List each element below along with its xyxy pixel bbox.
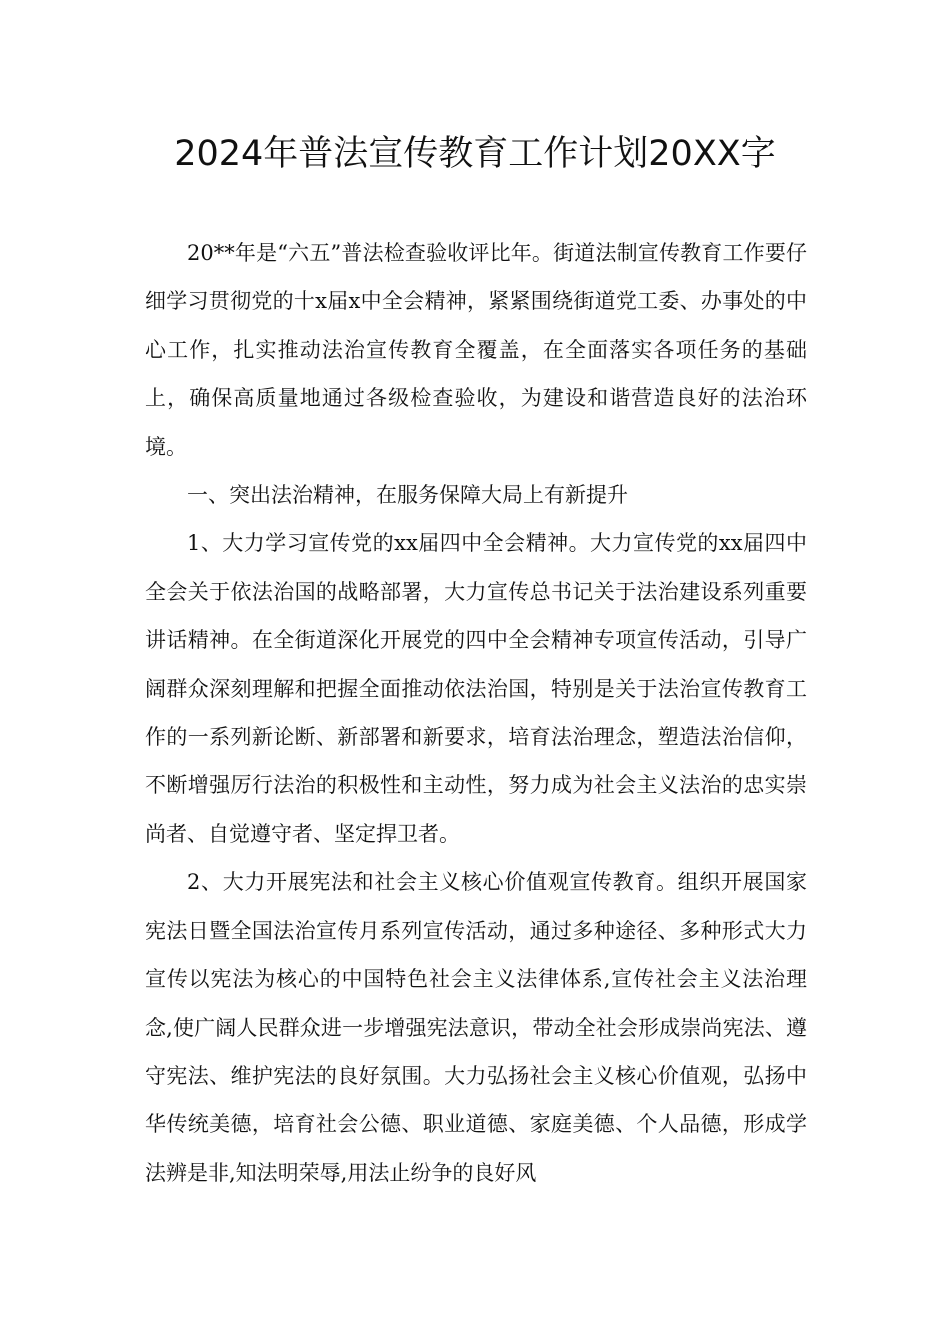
paragraph-intro: 20**年是“六五”普法检查验收评比年。街道法制宣传教育工作要仔细学习贯彻党的十x届x中全会精神，紧紧围绕街道党工委、办事处的中心工作，扎实推动法治宣传教育全覆盖，在全面落实各项任务的基础上，确保高质量地通过各级检查验收，为建设和谐营造良好的法治环境。 bbox=[145, 241, 807, 459]
paragraph-item-2: 2、大力开展宪法和社会主义核心价值观宣传教育。组织开展国家宪法日暨全国法治宣传月系列宣传活动，通过多种途径、多种形式大力宣传以宪法为核心的中国特色社会主义法律体系,宣传社会主义法治理念,使广阔人民群众进一步增强宪法意识，带动全社会形成崇尚宪法、遵守宪法、维护宪法的良好氛围。大力弘扬社会主义核心价值观，弘扬中华传统美德，培育社会公德、职业道德、家庭美德、个人品德，形成学法辨是非,知法明荣辱,用法止纷争的良好风 bbox=[145, 870, 807, 1185]
document-title: 2024年普法宣传教育工作计划20XX字 bbox=[174, 134, 776, 174]
paragraph-item-1: 1、大力学习宣传党的xx届四中全会精神。大力宣传党的xx届四中全会关于依法治国的战略部署，大力宣传总书记关于法治建设系列重要讲话精神。在全街道深化开展党的四中全会精神专项宣传活动，引导广阔群众深刻理解和把握全面推动依法治国，特别是关于法治宣传教育工作的一系列新论断、新部署和新要求，培育法治理念，塑造法治信仰，不断增强厉行法治的积极性和主动性，努力成为社会主义法治的忠实崇尚者、自觉遵守者、坚定捍卫者。 bbox=[145, 531, 807, 846]
document-body bbox=[145, 229, 807, 1245]
section-heading-1: 一、突出法治精神，在服务保障大局上有新提升 bbox=[187, 483, 628, 507]
